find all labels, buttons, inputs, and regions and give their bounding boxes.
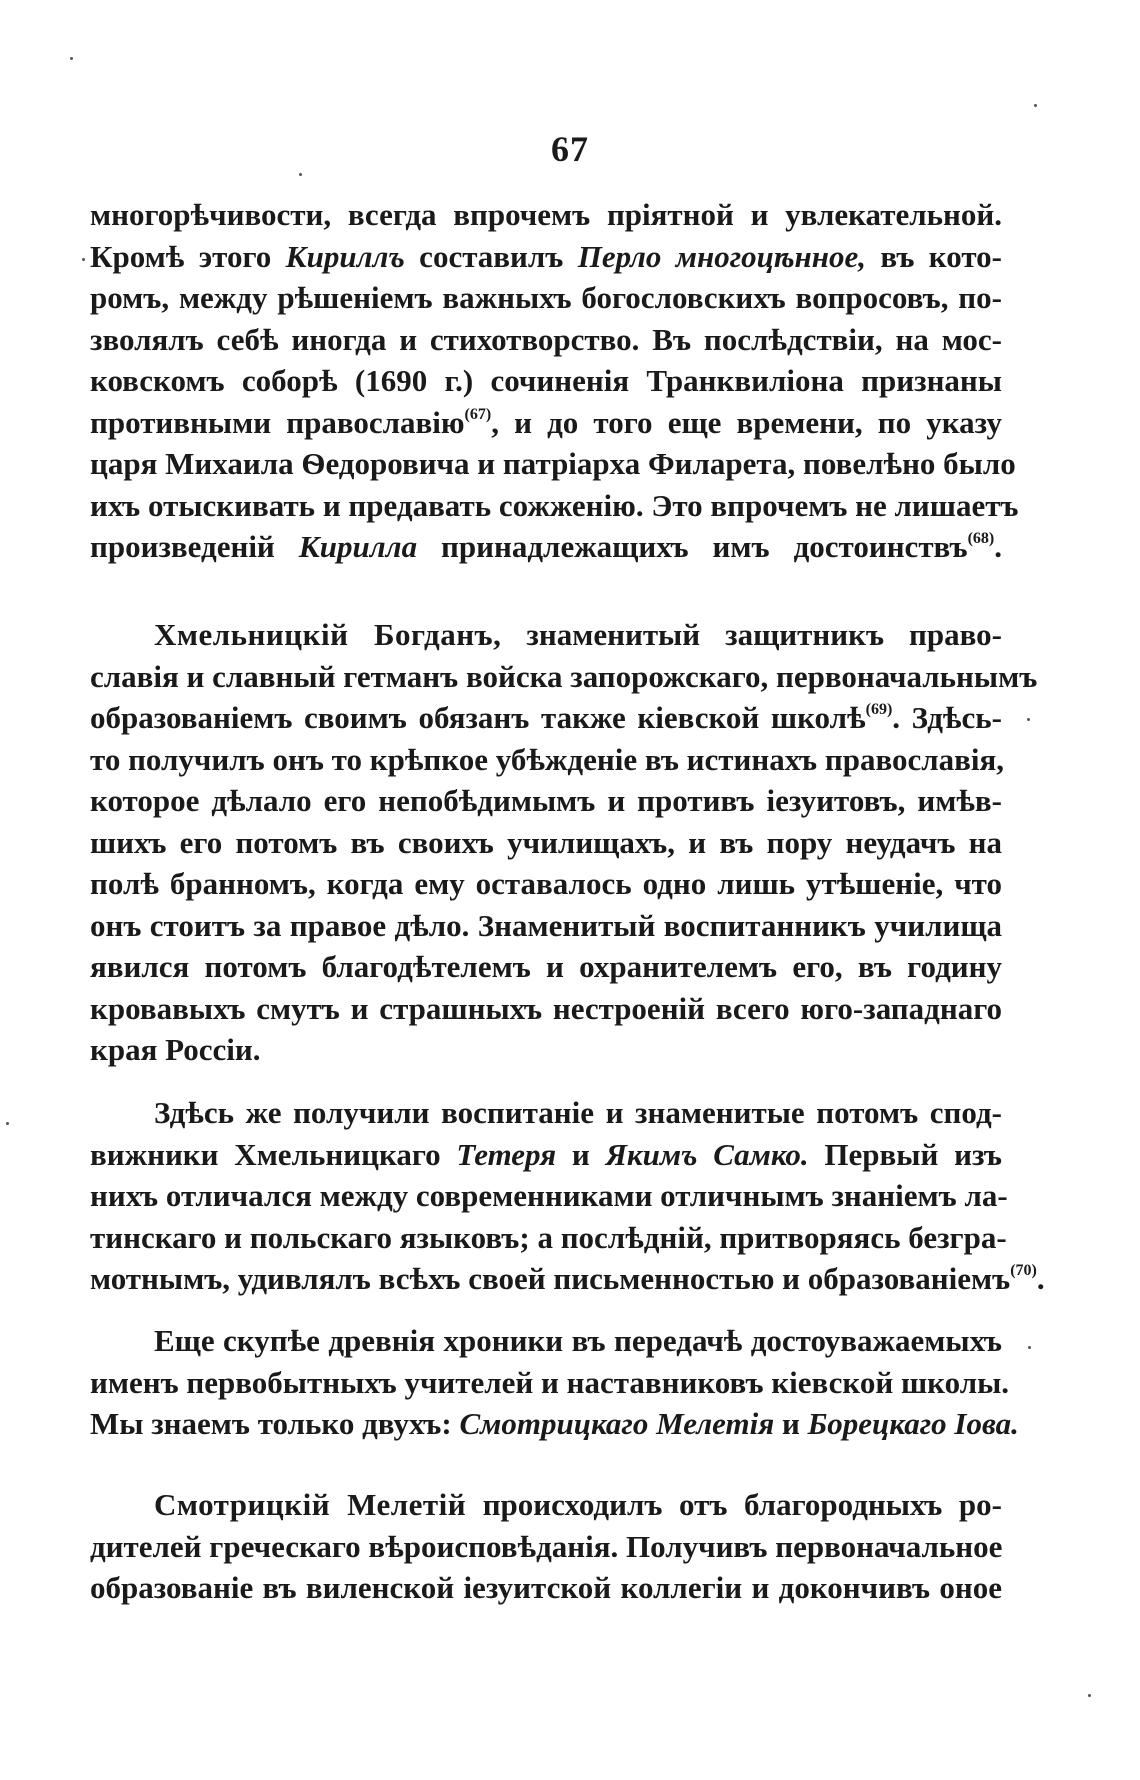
text-run: составилъ — [404, 238, 578, 274]
text-line — [90, 319, 1002, 361]
text-run: . — [994, 529, 1002, 564]
paper-speck — [1088, 1694, 1091, 1697]
entry-heading: Хмельницкій Богданъ, — [154, 617, 502, 652]
text-run: происходилъ отъ благородныхъ ро- — [466, 1487, 1002, 1522]
text-run: дителей греческаго вѣроисповѣданія. Получивъ первоначальное — [90, 1528, 1003, 1564]
paper-speck — [70, 57, 73, 60]
text-run: то получилъ онъ то крѣпкое убѣжденіе въ истинахъ православія, — [90, 741, 1005, 777]
text-run: вижники Хмельницкаго — [90, 1136, 457, 1172]
footnote-ref: (69) — [865, 701, 893, 718]
text-line — [90, 988, 1002, 1030]
text-line — [90, 236, 1002, 278]
italic-name: Тетеря — [456, 1136, 557, 1172]
text-run: полѣ бранномъ, когда ему оставалось одно лишь утѣшеніе, что — [90, 866, 1002, 901]
footnote-ref: (67) — [464, 405, 492, 423]
italic-name: Якимъ Самко. — [605, 1136, 809, 1172]
text-line — [90, 485, 1019, 527]
text-line — [90, 780, 1002, 822]
text-line — [90, 1362, 1010, 1404]
text-run: Кромѣ этого — [90, 238, 286, 274]
text-run: образованіемъ своимъ обязанъ также кіевской школѣ — [90, 700, 866, 735]
text-line — [90, 1403, 1019, 1445]
italic-name: Борецкаго Іова. — [807, 1406, 1019, 1441]
text-run: произведеній — [90, 529, 299, 564]
paper-speck — [1034, 104, 1037, 107]
text-run: ихъ отыскивать и предавать сожженію. Это впрочемъ не лишаетъ — [90, 487, 1019, 523]
page-number: 67 — [551, 129, 589, 169]
text-line — [90, 277, 1002, 319]
paper-speck — [1028, 1346, 1031, 1349]
text-line — [90, 614, 1002, 656]
text-line — [90, 1134, 1002, 1176]
italic-name: Кирилла — [298, 529, 418, 564]
text-run: явился потомъ благодѣтелемъ и охранителемъ его, въ годину — [90, 949, 1002, 984]
text-line — [90, 1029, 1002, 1071]
text-run: и — [774, 1406, 808, 1441]
text-line — [90, 1567, 1002, 1609]
text-line — [90, 905, 1002, 947]
text-run: ковскомъ соборѣ (1690 г.) сочиненія Транквиліона признаны — [90, 363, 1002, 398]
text-line — [90, 822, 1002, 864]
text-line — [90, 863, 1002, 905]
paper-speck — [82, 258, 85, 261]
text-run: именъ первобытныхъ учителей и наставниковъ кіевской школы. — [90, 1364, 1010, 1400]
text-run: ромъ, между рѣшеніемъ важныхъ богословскихъ вопросовъ, по- — [90, 280, 1002, 315]
text-run: шихъ его потомъ въ своихъ училищахъ, и въ пору неудачъ на — [90, 824, 1002, 860]
text-line — [90, 697, 1002, 739]
italic-name: Перло многоцѣнное, — [577, 238, 866, 274]
text-run: нихъ отличался между современниками отличнымъ знаніемъ ла- — [90, 1178, 1008, 1213]
text-run: мотнымъ, удивлялъ всѣхъ своей письменностью и образованіемъ — [90, 1261, 1011, 1296]
text-run: тинскаго и польскаго языковъ; а послѣдній, притворяясь безгра- — [90, 1219, 1007, 1255]
text-line — [90, 656, 1038, 698]
text-line — [90, 1258, 1045, 1300]
text-line — [90, 194, 1002, 236]
text-line — [90, 526, 1002, 568]
text-line — [90, 1092, 1002, 1134]
text-run: Первый изъ — [808, 1136, 1002, 1172]
text-run: Мы знаемъ только двухъ: — [90, 1406, 460, 1441]
entry-heading: Смотрицкій Мелетій — [154, 1487, 467, 1522]
text-run: знаменитый защитникъ право- — [501, 617, 1002, 652]
italic-name: Смотрицкаго Мелетія — [459, 1406, 775, 1441]
paragraph-kirill-works — [90, 194, 1019, 568]
text-run: и — [556, 1136, 606, 1172]
footnote-ref: (68) — [967, 530, 995, 547]
italic-name: Кириллъ — [285, 238, 405, 274]
paragraph-smotritsky — [90, 1484, 1002, 1609]
text-run: которое дѣлало его непобѣдимымъ и противъ іезуитовъ, имѣв- — [90, 783, 1002, 818]
text-run: славія и славный гетманъ войска запорожскаго, первоначальнымъ — [90, 658, 1038, 694]
text-run: , и до того еще времени, по указу — [491, 404, 1002, 440]
text-run: въ кото- — [866, 238, 1002, 274]
text-run: зволялъ себѣ иногда и стихотворство. Въ послѣдствіи, на мос- — [90, 321, 1002, 357]
text-line — [90, 1320, 1002, 1362]
text-line — [90, 1175, 1008, 1217]
text-line — [90, 1526, 1002, 1568]
text-run: кровавыхъ смутъ и страшныхъ нестроеній всего юго-западнаго — [90, 990, 1002, 1026]
text-run: . — [1036, 1261, 1045, 1296]
text-run: Еще скупѣе древнія хроники въ передачѣ достоуважаемыхъ — [154, 1323, 1002, 1358]
text-run: многорѣчивости, всегда впрочемъ пріятной и увлекательной. — [90, 197, 1002, 232]
text-run: онъ стоитъ за правое дѣло. Знаменитый воспитанникъ училища — [90, 907, 1002, 943]
text-run: противными православію — [90, 404, 465, 440]
text-line — [90, 1484, 1002, 1526]
footnote-ref: (70) — [1010, 1262, 1037, 1279]
text-run: края Россіи. — [90, 1032, 261, 1067]
paper-speck — [299, 173, 302, 176]
text-run: образованіе въ виленской іезуитской коллегіи и докончивъ оное — [90, 1570, 1002, 1605]
text-line — [90, 1217, 1007, 1259]
paragraph-teachers — [90, 1320, 1019, 1445]
paper-speck — [1027, 718, 1030, 721]
text-run: Здѣсь же получили воспитаніе и знаменитые потомъ спод- — [154, 1095, 1002, 1130]
text-line — [90, 443, 1016, 485]
text-run: царя Михаила Ѳедоровича и патріарха Филарета, повелѣно было — [90, 446, 1016, 481]
text-run: . Здѣсь- — [892, 700, 1002, 735]
paper-speck — [6, 1122, 9, 1125]
paragraph-companions — [90, 1092, 1045, 1300]
text-run: принадлежащихъ имъ достоинствъ — [417, 529, 968, 564]
paragraph-khmelnitsky — [90, 614, 1038, 1071]
text-line — [90, 360, 1002, 402]
text-line — [90, 739, 1005, 781]
text-line — [90, 402, 1002, 444]
text-line — [90, 946, 1002, 988]
